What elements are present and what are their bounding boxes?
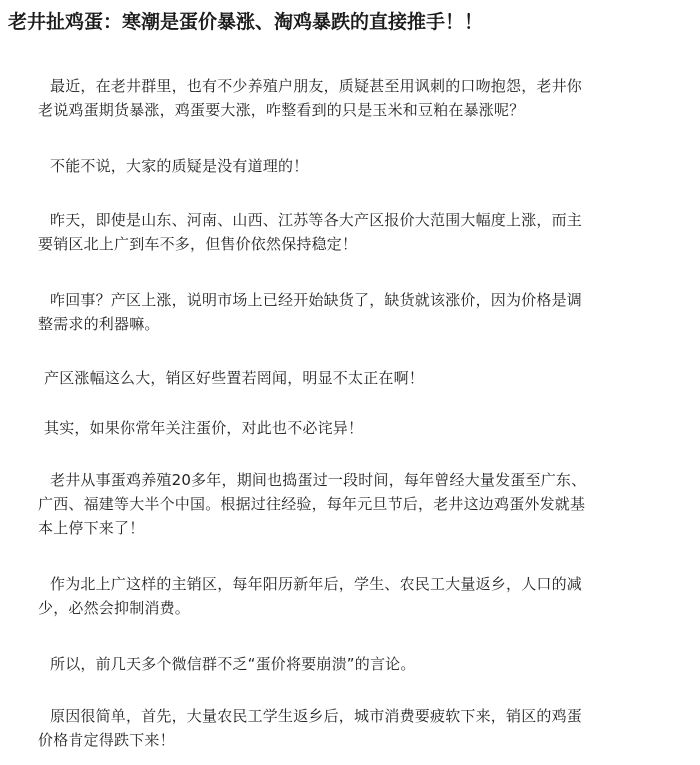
paragraph-line: 少，必然会抑制消费。 <box>38 599 191 617</box>
paragraph-line: 最近，在老井群里，也有不少养殖户朋友，质疑甚至用讽刺的口吻抱怨，老井你 <box>50 77 583 95</box>
paragraph-5 <box>44 366 692 390</box>
paragraph-line: 本上停下来了！ <box>38 519 145 537</box>
paragraph-line: 要销区北上广到车不多，但售价依然保持稳定！ <box>38 235 358 253</box>
paragraph-6 <box>44 416 692 440</box>
paragraph-line: 不能不说，大家的质疑是没有道理的！ <box>50 157 309 175</box>
article-title: 老井扯鸡蛋：寒潮是蛋价暴涨、淘鸡暴跌的直接推手！！ <box>8 11 484 33</box>
paragraph-line: 原因很简单，首先，大量农民工学生返乡后，城市消费要疲软下来，销区的鸡蛋 <box>50 707 583 725</box>
paragraph-2 <box>50 154 698 178</box>
paragraph-10 <box>38 704 686 752</box>
paragraph-line: 价格肯定得跌下来！ <box>38 731 175 749</box>
paragraph-8 <box>38 572 686 620</box>
paragraph-1 <box>38 74 686 122</box>
paragraph-4 <box>38 288 686 336</box>
paragraph-9 <box>50 652 698 676</box>
paragraph-line: 作为北上广这样的主销区，每年阳历新年后，学生、农民工大量返乡，人口的减 <box>50 575 583 593</box>
paragraph-line: 老说鸡蛋期货暴涨，鸡蛋要大涨，咋整看到的只是玉米和豆粕在暴涨呢？ <box>38 101 525 119</box>
paragraph-line: 老井从事蛋鸡养殖20多年，期间也捣蛋过一段时间，每年曾经大量发蛋至广东、 <box>50 471 587 489</box>
paragraph-line: 昨天，即使是山东、河南、山西、江苏等各大产区报价大范围大幅度上涨，而主 <box>50 211 583 229</box>
paragraph-line: 其实，如果你常年关注蛋价，对此也不必诧异！ <box>44 419 364 437</box>
paragraph-line: 产区涨幅这么大，销区好些置若罔闻，明显不太正在啊！ <box>44 369 425 387</box>
paragraph-line: 所以，前几天多个微信群不乏“蛋价将要崩溃”的言论。 <box>50 655 416 673</box>
paragraph-line: 整需求的利器嘛。 <box>38 315 160 333</box>
paragraph-7 <box>38 468 686 540</box>
paragraph-line: 咋回事？产区上涨，说明市场上已经开始缺货了，缺货就该涨价，因为价格是调 <box>50 291 583 309</box>
paragraph-line: 广西、福建等大半个中国。根据过往经验，每年元旦节后，老井这边鸡蛋外发就基 <box>38 495 586 513</box>
paragraph-3 <box>38 208 686 256</box>
